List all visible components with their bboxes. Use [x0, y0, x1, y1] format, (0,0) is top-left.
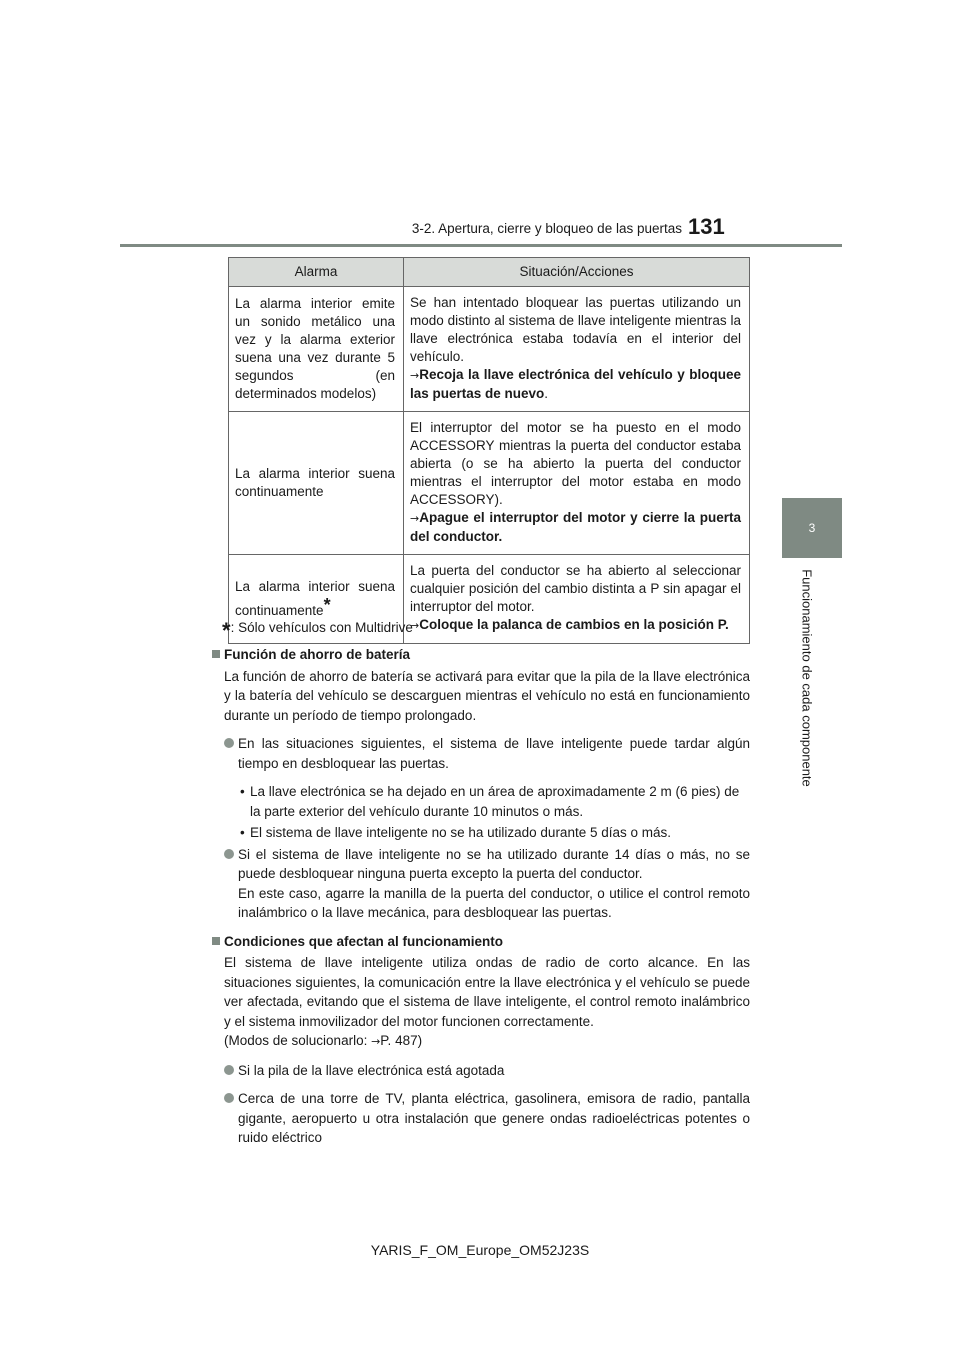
sub-list-item: • La llave electrónica se ha dejado en un área de aproximadamente 2 m (6 pies) de la parte exterior del vehículo durante 10 minutos o más. — [240, 784, 740, 819]
circle-bullet-icon — [224, 1065, 234, 1075]
table-row — [229, 287, 750, 412]
square-bullet-icon — [212, 650, 220, 658]
alarm-cell: La alarma interior emite un sonido metálico una vez y la alarma exterior suena una vez durante 5 segundos (en determinados modelos) — [229, 287, 404, 412]
paragraph: El sistema de llave inteligente utiliza ondas de radio de corto alcance. En las situaciones siguientes, la comunicación entre la llave electrónica y el vehículo se puede ver afectada, evitando que el sistema de llave inteligente, el control remoto inalámbrico y el sistema inmovilizador del motor funcionen correctamente. (Modos de solucionarlo: →P. 487) — [224, 955, 750, 1048]
page-number: 131 — [688, 214, 725, 239]
situation-cell: La puerta del conductor se ha abierto al seleccionar cualquier posición del cambio distinta a P sin apagar el interruptor del motor. →Coloque la palanca de cambios en la posición P. — [404, 555, 750, 644]
footnote-mark: * — [323, 594, 331, 615]
chapter-label: Funcionamiento de cada componente — [799, 569, 815, 787]
section-title: 3-2. Apertura, cierre y bloqueo de las puertas — [411, 221, 682, 236]
section-heading: Función de ahorro de batería — [212, 645, 750, 665]
arrow-icon: → — [410, 369, 420, 382]
list-item: Si el sistema de llave inteligente no se ha utilizado durante 14 días o más, no se puede desbloquear ninguna puerta excepto la puerta del conductor. En este caso, agarre la manilla de la puerta del conductor, o utilice el control remoto inalámbrico o la llave mecánica, para desbloquear las puertas. — [212, 845, 750, 923]
document-code: YARIS_F_OM_Europe_OM52J23S — [370, 1242, 590, 1258]
list-item: Si la pila de la llave electrónica está agotada — [212, 1061, 750, 1081]
circle-bullet-icon — [224, 849, 234, 859]
body-content — [212, 645, 750, 1148]
situation-cell: Se han intentado bloquear las puertas utilizando un modo distinto al sistema de llave inteligente mientras la llave electrónica estaba todavía en el interior del vehículo. →Recoja la llave electrónica del vehículo y bloquee las puertas de nuevo. — [404, 287, 750, 412]
action-text: Apague el interruptor del motor y cierre la puerta del conductor. — [410, 510, 741, 544]
column-header-situation: Situación/Acciones — [404, 258, 750, 287]
chapter-tab — [782, 498, 842, 558]
alarm-table — [228, 257, 750, 644]
table-header-row — [229, 258, 750, 287]
action-text: Coloque la palanca de cambios en la posición P. — [419, 617, 729, 632]
circle-bullet-icon — [224, 738, 234, 748]
list-item: Cerca de una torre de TV, planta eléctrica, gasolinera, emisora de radio, pantalla gigante, aeropuerto u otra instalación que genere ondas radioeléctricas potentes o ruido eléctrico — [212, 1089, 750, 1148]
circle-bullet-icon — [224, 1093, 234, 1103]
arrow-icon: → — [410, 512, 420, 525]
chapter-number: 3 — [808, 521, 816, 535]
column-header-alarm: Alarma — [229, 258, 404, 287]
paragraph: La función de ahorro de batería se activará para evitar que la pila de la llave electrónica y la batería del vehículo se descarguen mientras el vehículo no está en funcionamiento durante un período de tiempo prolongado. — [224, 668, 750, 723]
sub-list-item: • El sistema de llave inteligente no se ha utilizado durante 5 días o más. — [240, 825, 671, 840]
arrow-icon: → — [371, 1035, 381, 1048]
arrow-icon: → — [410, 619, 420, 632]
table-footnote: *: Sólo vehículos con Multidrive — [222, 618, 413, 643]
situation-cell: El interruptor del motor se ha puesto en el modo ACCESSORY mientras la puerta del conductor estaba abierta (o se ha abierto la puerta del conductor mientras el interruptor del motor estaba en modo ACCESSORY). →Apague el interruptor del motor y cierre la puerta del conductor. — [404, 412, 750, 555]
action-text: Recoja la llave electrónica del vehículo y bloquee las puertas de nuevo — [410, 367, 741, 401]
list-item: En las situaciones siguientes, el sistema de llave inteligente puede tardar algún tiempo en desbloquear las puertas. — [212, 734, 750, 773]
table-row — [229, 412, 750, 555]
alarm-cell: La alarma interior suena continuamente — [229, 412, 404, 555]
alarm-cell: La alarma interior suena continuamente* — [229, 555, 404, 644]
header-rule — [120, 244, 842, 247]
page-reference[interactable]: P. 487) — [380, 1033, 423, 1048]
section-heading: Condiciones que afectan al funcionamiento — [212, 932, 750, 952]
footnote-asterisk: * — [222, 618, 231, 643]
square-bullet-icon — [212, 937, 220, 945]
